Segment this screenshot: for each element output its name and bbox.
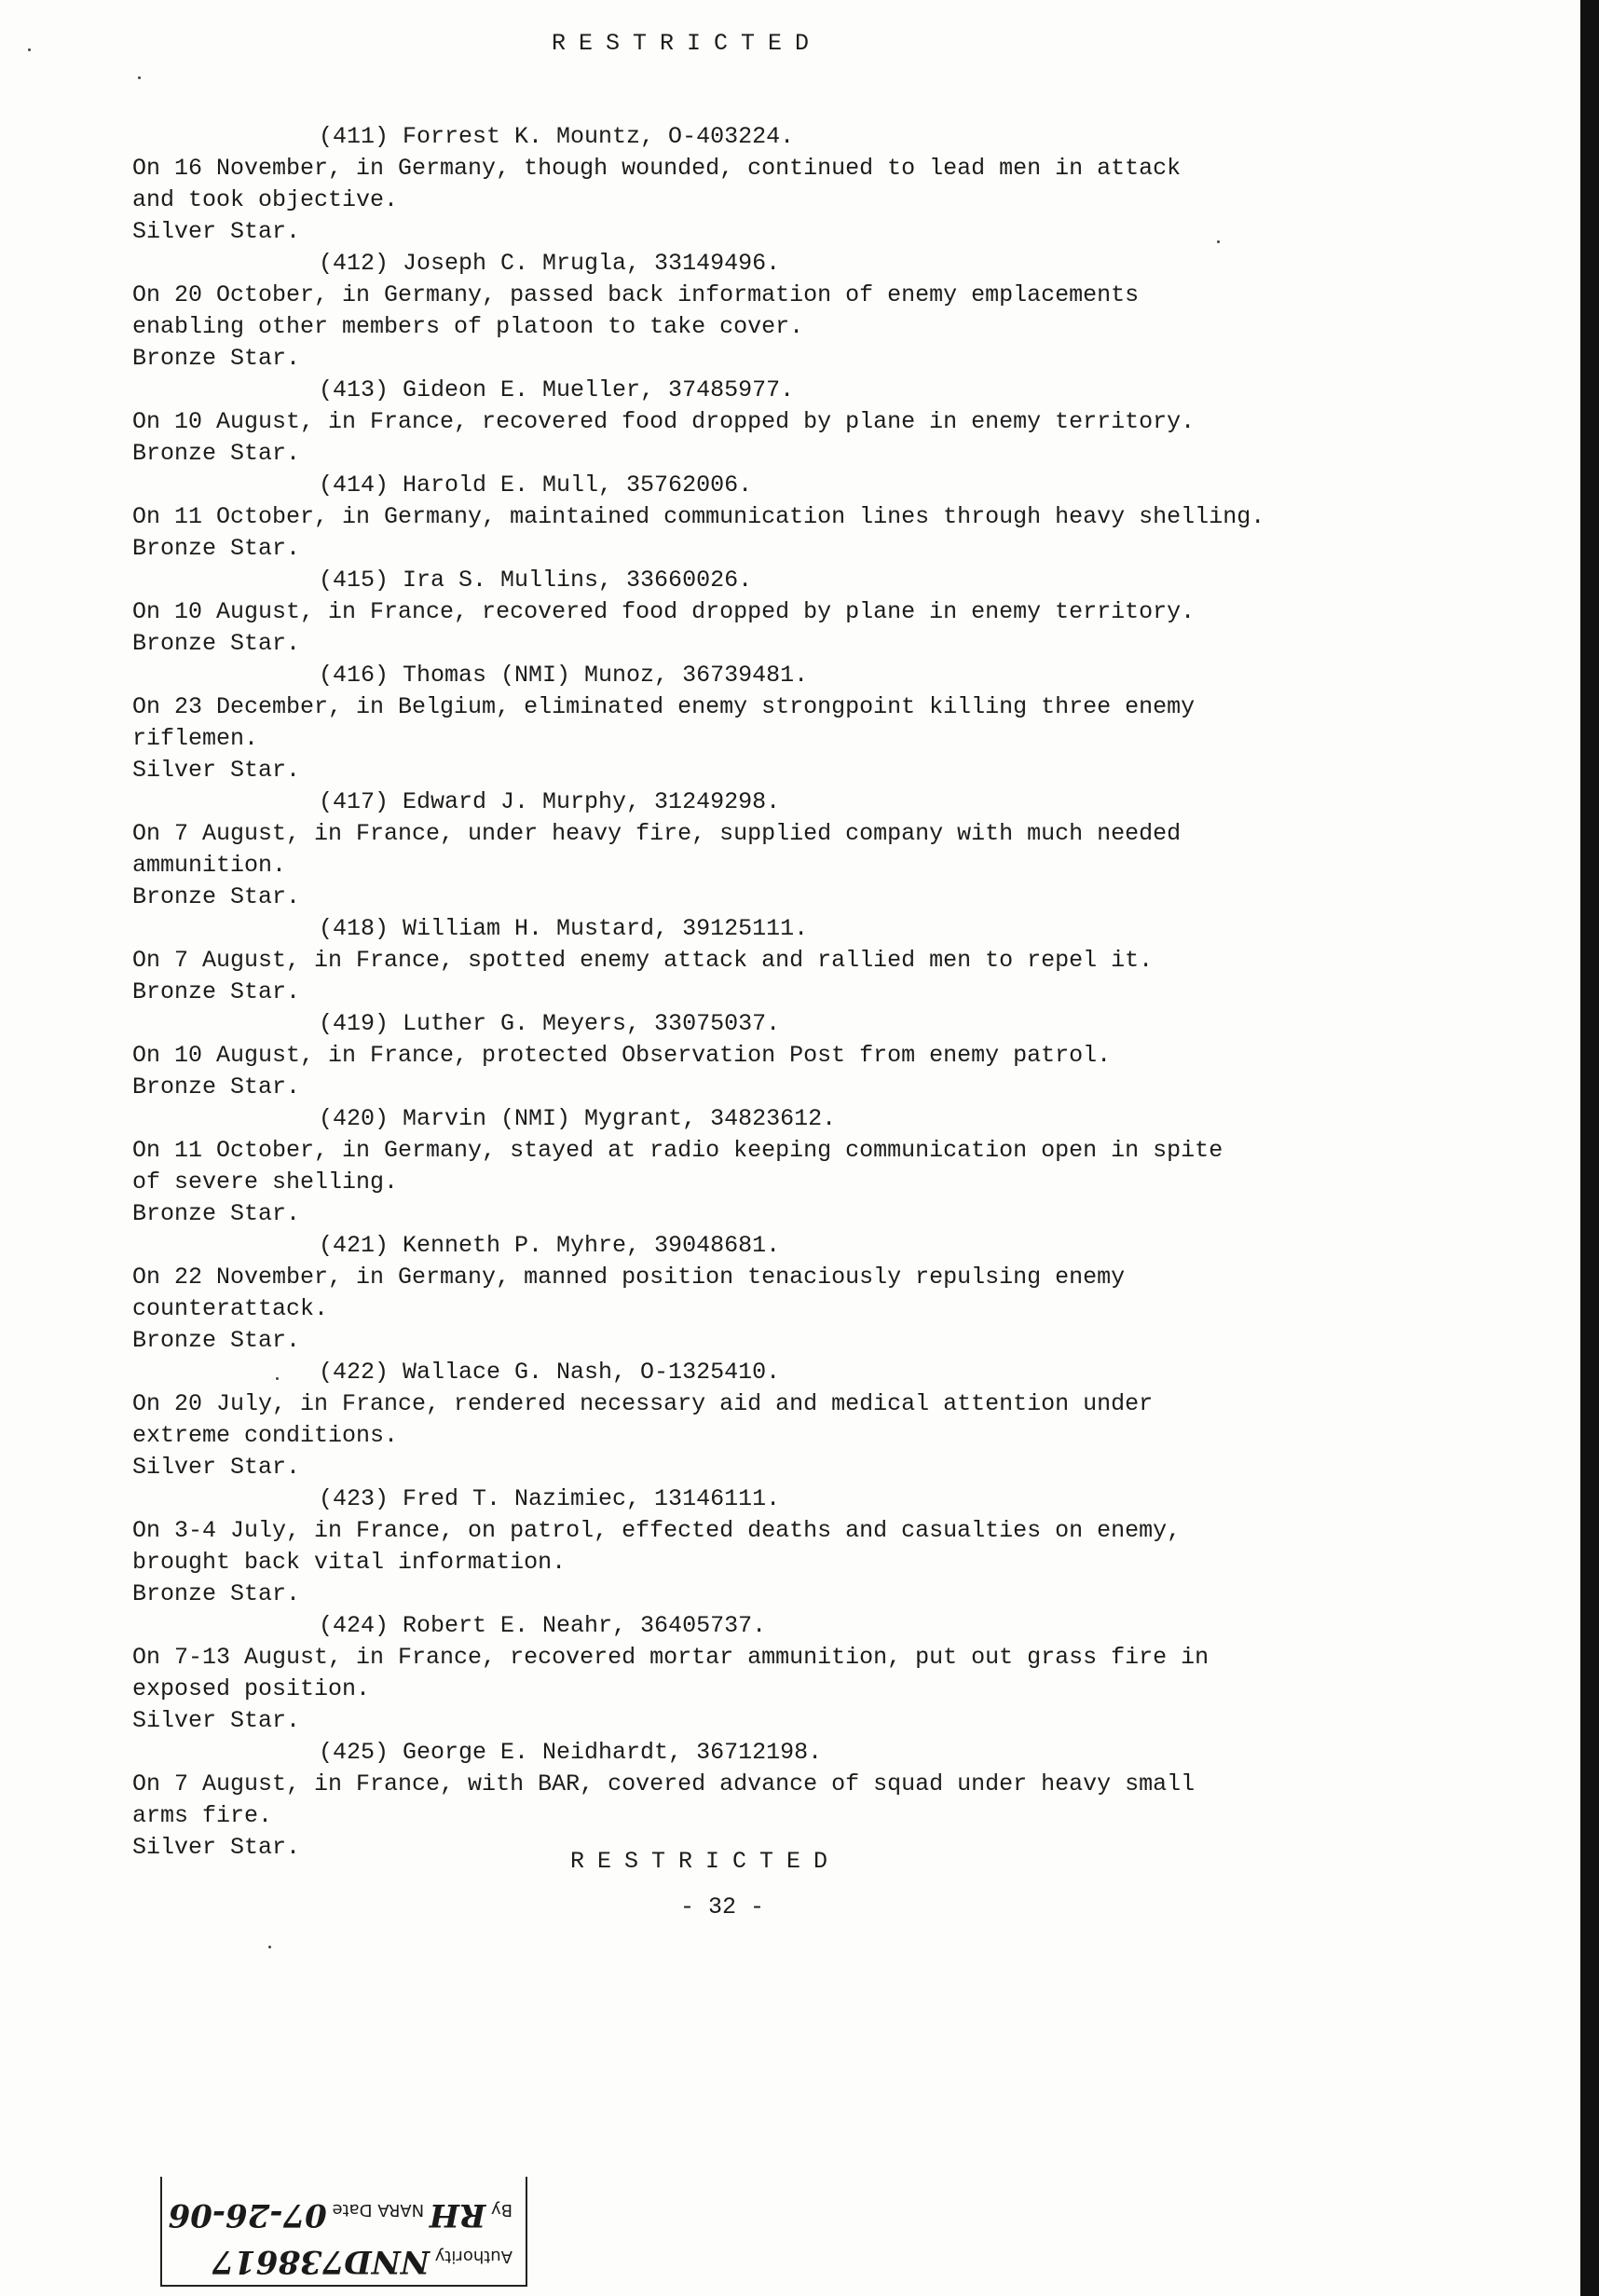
- citation-text: On 23 December, in Belgium, eliminated enemy strongpoint killing three enemy riflemen.: [132, 693, 1196, 752]
- scan-binding-edge: [1580, 0, 1599, 2296]
- citation-text: On 7 August, in France, spotted enemy attack and rallied men to repel it.: [132, 947, 1154, 974]
- citation-heading: (423) Fred T. Nazimiec, 13146111.: [319, 1485, 781, 1512]
- stamp-date: 07-26-06: [168, 2196, 327, 2234]
- citation-text: On 10 August, in France, recovered food dropped by plane in enemy territory.: [132, 408, 1196, 435]
- citation-heading: (425) George E. Neidhardt, 36712198.: [319, 1739, 823, 1766]
- citation-entry: [132, 1737, 1400, 1864]
- citation-heading: (414) Harold E. Mull, 35762006.: [319, 472, 753, 499]
- citation-entry: [132, 375, 1400, 470]
- stamp-nara-label: NARA Date: [332, 2200, 425, 2220]
- citation-text: On 7 August, in France, under heavy fire, supplied company with much needed ammunition.: [132, 820, 1182, 879]
- page-number: - 32 -: [680, 1893, 765, 1920]
- citation-text: On 11 October, in Germany, maintained communication lines through heavy shelling.: [132, 503, 1265, 530]
- citation-award: Bronze Star.: [132, 1200, 301, 1227]
- citation-text: On 22 November, in Germany, manned position tenaciously repulsing enemy counterattack.: [132, 1264, 1126, 1322]
- declassification-stamp: [160, 2177, 527, 2287]
- citation-list: [132, 121, 1400, 1864]
- citation-heading: (424) Robert E. Neahr, 36405737.: [319, 1612, 767, 1639]
- citation-entry: [132, 121, 1400, 248]
- stamp-by-line: [168, 2194, 512, 2234]
- citation-text: On 20 October, in Germany, passed back information of enemy emplacements enabling other members of platoon to take cover.: [132, 281, 1140, 340]
- citation-award: Silver Star.: [132, 757, 301, 784]
- citation-award: Silver Star.: [132, 1834, 301, 1861]
- citation-award: Bronze Star.: [132, 978, 301, 1005]
- citation-text: On 16 November, in Germany, though wounded, continued to lead men in attack and took objective.: [132, 155, 1182, 213]
- citation-heading: (411) Forrest K. Mountz, O-403224.: [319, 123, 795, 150]
- citation-heading: (419) Luther G. Meyers, 33075037.: [319, 1010, 781, 1037]
- scan-speck: [1217, 240, 1220, 243]
- citation-heading: (415) Ira S. Mullins, 33660026.: [319, 567, 753, 594]
- citation-entry: [132, 470, 1400, 565]
- citation-heading: (412) Joseph C. Mrugla, 33149496.: [319, 250, 781, 277]
- citation-entry: [132, 1357, 1400, 1483]
- stamp-initials: RH: [429, 2196, 486, 2234]
- citation-entry: [132, 1103, 1400, 1230]
- citation-award: Bronze Star.: [132, 440, 301, 467]
- stamp-by-label: By: [490, 2200, 512, 2220]
- citation-award: Silver Star.: [132, 1454, 301, 1481]
- citation-award: Bronze Star.: [132, 345, 301, 372]
- citation-award: Silver Star.: [132, 218, 301, 245]
- citation-award: Bronze Star.: [132, 630, 301, 657]
- header-classification: RESTRICTED: [552, 30, 823, 57]
- citation-entry: [132, 1610, 1400, 1737]
- citation-text: On 10 August, in France, protected Observation Post from enemy patrol.: [132, 1042, 1112, 1069]
- citation-text: On 7 August, in France, with BAR, covered advance of squad under heavy small arms fire.: [132, 1770, 1196, 1829]
- scan-speck: [276, 1377, 279, 1380]
- citation-text: On 10 August, in France, recovered food dropped by plane in enemy territory.: [132, 598, 1196, 625]
- citation-entry: [132, 1483, 1400, 1610]
- citation-award: Bronze Star.: [132, 883, 301, 910]
- stamp-authority-line: [212, 2240, 512, 2280]
- citation-award: Bronze Star.: [132, 1580, 301, 1607]
- citation-text: On 11 October, in Germany, stayed at radio keeping communication open in spite of severe shelling.: [132, 1137, 1223, 1196]
- citation-heading: (418) William H. Mustard, 39125111.: [319, 915, 809, 942]
- citation-award: Bronze Star.: [132, 535, 301, 562]
- citation-entry: [132, 1008, 1400, 1103]
- citation-text: On 7-13 August, in France, recovered mortar ammunition, put out grass fire in exposed position.: [132, 1644, 1210, 1702]
- stamp-authority-number: NND738617: [212, 2243, 430, 2280]
- citation-heading: (417) Edward J. Murphy, 31249298.: [319, 788, 781, 815]
- citation-entry: [132, 565, 1400, 660]
- citation-heading: (422) Wallace G. Nash, O-1325410.: [319, 1359, 781, 1386]
- citation-text: On 20 July, in France, rendered necessary aid and medical attention under extreme conditions.: [132, 1390, 1154, 1449]
- citation-award: Bronze Star.: [132, 1327, 301, 1354]
- citation-entry: [132, 913, 1400, 1008]
- citation-award: Silver Star.: [132, 1707, 301, 1734]
- citation-text: On 3-4 July, in France, on patrol, effected deaths and casualties on enemy, brought back vital information.: [132, 1517, 1182, 1576]
- stamp-authority-label: Authority: [434, 2247, 512, 2266]
- scan-speck: [268, 1946, 271, 1948]
- citation-award: Bronze Star.: [132, 1073, 301, 1100]
- citation-heading: (416) Thomas (NMI) Munoz, 36739481.: [319, 662, 809, 689]
- citation-entry: [132, 1230, 1400, 1357]
- citation-heading: (420) Marvin (NMI) Mygrant, 34823612.: [319, 1105, 837, 1132]
- scan-speck: [28, 48, 31, 51]
- citation-heading: (421) Kenneth P. Myhre, 39048681.: [319, 1232, 781, 1259]
- citation-entry: [132, 660, 1400, 786]
- scan-speck: [138, 76, 141, 79]
- citation-entry: [132, 786, 1400, 913]
- footer-classification: RESTRICTED: [570, 1848, 841, 1875]
- citation-heading: (413) Gideon E. Mueller, 37485977.: [319, 376, 795, 403]
- citation-entry: [132, 248, 1400, 375]
